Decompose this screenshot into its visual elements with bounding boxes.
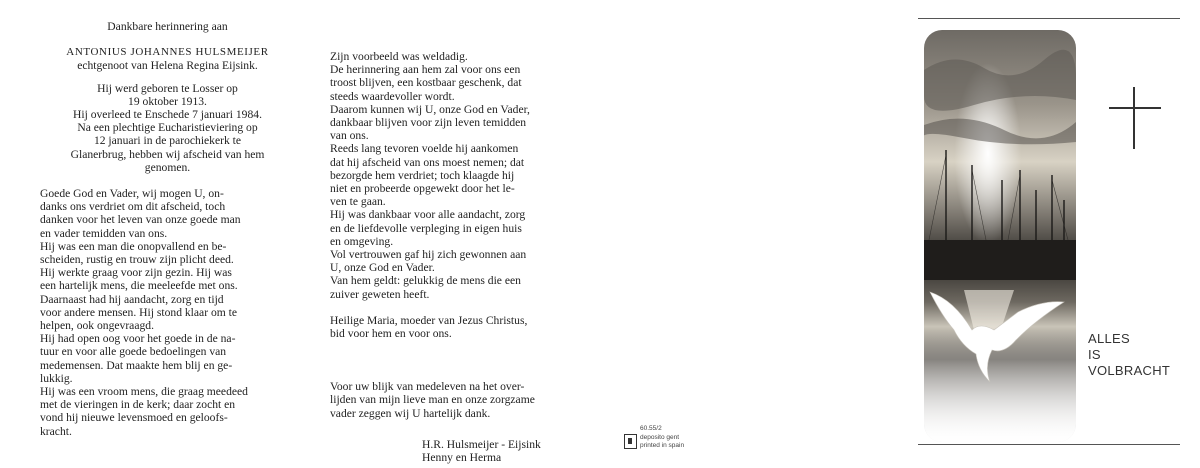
prayer-block [40, 187, 295, 438]
text-line: zuiver geweten heeft. [330, 287, 430, 301]
text-line: dat hij afscheid van ons moest nemen; dat [330, 155, 525, 169]
bio-line: 19 oktober 1913. [128, 94, 207, 108]
prayer-line: voor andere mensen. Hij stond klaar om te [40, 305, 238, 319]
sunset-harbor-photo [924, 30, 1076, 442]
deceased-name: ANTONIUS JOHANNES HULSMEIJER [66, 46, 269, 59]
memorial-text-middle [330, 0, 565, 468]
motto-line-1: ALLES [1088, 331, 1130, 346]
text-line: Van hem geldt: gelukkig de mens die een [330, 274, 521, 288]
motto-text [1088, 331, 1170, 379]
text-line: Vol vertrouwen gaf hij zich gewonnen aan [330, 248, 527, 262]
prayer-line: medemensen. Dat maakte hem blij en ge- [40, 358, 233, 372]
prayer-line: lukkig. [40, 371, 73, 385]
printer-line-1: deposito gent [640, 434, 680, 441]
text-line: De herinnering aan hem zal voor ons een [330, 63, 521, 77]
thanks-block [330, 380, 565, 420]
maria-line: Heilige Maria, moeder van Jezus Christus, [330, 313, 528, 327]
text-line: en de liefdevolle verpleging in eigen huis [330, 221, 522, 235]
top-rule [918, 18, 1180, 19]
prayer-line: danken voor het leven van onze goede man [40, 213, 241, 227]
prayer-line: tuur en voor alle goede bedoelingen van [40, 345, 227, 359]
cross-icon [1133, 87, 1135, 149]
printer-panel [600, 0, 910, 468]
printer-code: 60.55/2 [640, 425, 662, 432]
bio-line: Na een plechtige Eucharistieviering op [77, 121, 258, 135]
memorial-text-left [40, 0, 295, 468]
bio-line: genomen. [144, 160, 191, 174]
thanks-line: vader zeggen wij U hartelijk dank. [330, 406, 491, 420]
prayer-line: een hartelijk mens, die meeleefde met ons. [40, 279, 238, 293]
bio-block [40, 82, 295, 174]
sunset-harbor-dove-icon [924, 30, 1076, 442]
remembrance-block [330, 50, 565, 301]
prayer-line: Hij was een vroom mens, die graag meedeed [40, 385, 248, 399]
bio-line: Hij overleed te Enschede 7 januari 1984. [73, 108, 262, 122]
text-line: bezorgde hem verdriet; toch klaagde hij [330, 168, 515, 182]
text-line: dankbaar blijven voor zijn leven temidden [330, 116, 527, 130]
text-line: Daarom kunnen wij U, onze God en Vader, [330, 102, 530, 116]
text-line: Reeds lang tevoren voelde hij aankomen [330, 142, 519, 156]
maria-line: bid voor hem en voor ons. [330, 327, 452, 341]
prayer-line: Hij had open oog voor het goede in de na- [40, 332, 236, 346]
prayer-line: Hij werkte graag voor zijn gezin. Hij was [40, 266, 232, 280]
text-line: niet en probeerde opgewekt door het le- [330, 182, 515, 196]
printer-line-2: printed in spain [640, 442, 685, 449]
header-text: Dankbare herinnering aan [107, 20, 228, 33]
prayer-line: kracht. [40, 424, 72, 438]
signature-line: H.R. Hulsmeijer - Eijsink [422, 437, 541, 451]
thanks-line: lijden van mijn lieve man en onze zorgzame [330, 393, 535, 407]
prayer-line: met de vieringen in de kerk; daar zocht en [40, 398, 236, 412]
motto-line-2: IS [1088, 347, 1101, 362]
prayer-line: helpen, ook ongevraagd. [40, 319, 154, 333]
prayer-line: vond hij nieuwe levensmoed en geloofs- [40, 411, 228, 425]
text-line: van ons. [330, 129, 369, 143]
text-line: troost blijven, een kostbaar geschenk, dat [330, 76, 522, 90]
thanks-line: Voor uw blijk van medeleven na het over- [330, 380, 525, 394]
prayer-line: Daarnaast had hij aandacht, zorg en tijd [40, 292, 224, 306]
text-line: steeds waardevoller wordt. [330, 89, 455, 103]
prayer-line: danks ons verdriet om dit afscheid, toch [40, 200, 226, 214]
text-line: U, onze God en Vader. [330, 261, 435, 275]
maria-prayer [330, 314, 565, 340]
card-front [910, 0, 1200, 468]
prayer-line: scheiden, rustig en trouw zijn plicht deed. [40, 253, 234, 267]
bottom-rule [918, 444, 1180, 445]
bio-line: Hij werd geboren te Losser op [97, 81, 238, 95]
prayer-line: en vader temidden van ons. [40, 226, 168, 240]
motto-line-3: VOLBRACHT [1088, 363, 1171, 378]
spouse-text: echtgenoot van Helena Regina Eijsink. [77, 59, 258, 73]
text-line: Hij was dankbaar voor alle aandacht, zorg [330, 208, 526, 222]
prayer-line: Goede God en Vader, wij mogen U, on- [40, 187, 224, 201]
printer-logo-icon [624, 434, 637, 449]
bio-line: 12 januari in de parochiekerk te [93, 134, 242, 148]
bio-line: Glanerbrug, hebben wij afscheid van hem [70, 147, 265, 161]
signature-block [330, 438, 565, 464]
cross-bar [1109, 107, 1161, 109]
prayer-line: Hij was een man die onopvallend en be- [40, 239, 227, 253]
text-line: ven te gaan. [330, 195, 386, 209]
text-line: en omgeving. [330, 234, 394, 248]
signature-line: Henny en Herma [422, 451, 502, 465]
text-line: Zijn voorbeeld was weldadig. [330, 50, 468, 63]
